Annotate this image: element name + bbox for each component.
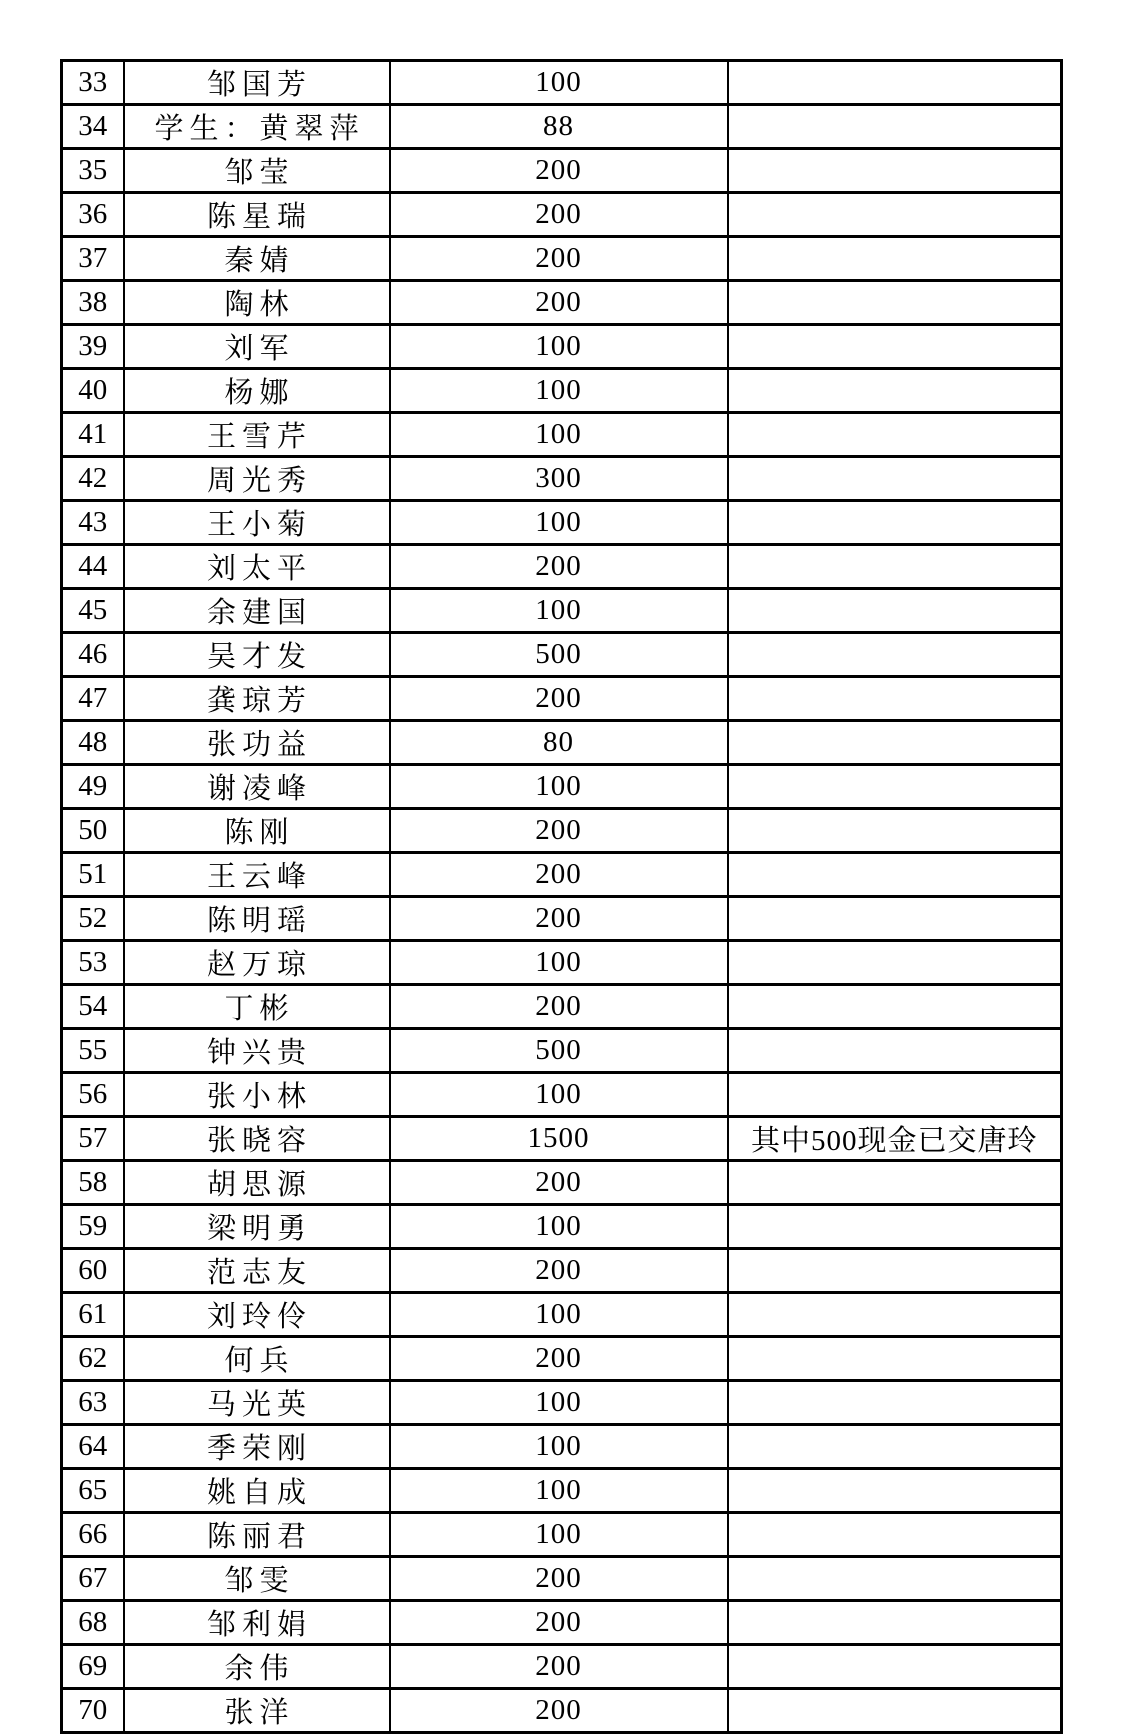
name-cell: 姚自成 — [124, 1469, 390, 1513]
amount-cell: 200 — [390, 193, 728, 237]
remark-cell — [728, 1161, 1062, 1205]
remark-cell — [728, 721, 1062, 765]
amount-cell: 200 — [390, 149, 728, 193]
row-number-cell: 44 — [62, 545, 124, 589]
table-row — [62, 1293, 1062, 1337]
amount-cell: 300 — [390, 457, 728, 501]
remark-cell — [728, 1469, 1062, 1513]
amount-cell: 200 — [390, 897, 728, 941]
name-cell: 龚琼芳 — [124, 677, 390, 721]
table-row — [62, 237, 1062, 281]
table-row — [62, 897, 1062, 941]
remark-cell — [728, 897, 1062, 941]
name-cell: 邹莹 — [124, 149, 390, 193]
remark-cell — [728, 1073, 1062, 1117]
name-cell: 张洋 — [124, 1689, 390, 1733]
remark-cell — [728, 1601, 1062, 1645]
amount-cell: 100 — [390, 61, 728, 105]
table-row — [62, 765, 1062, 809]
table-row — [62, 721, 1062, 765]
table-row — [62, 1117, 1062, 1161]
row-number-cell: 35 — [62, 149, 124, 193]
row-number-cell: 58 — [62, 1161, 124, 1205]
amount-cell: 200 — [390, 1249, 728, 1293]
table-row — [62, 1161, 1062, 1205]
amount-cell: 200 — [390, 809, 728, 853]
table-row — [62, 325, 1062, 369]
row-number-cell: 60 — [62, 1249, 124, 1293]
row-number-cell: 66 — [62, 1513, 124, 1557]
row-number-cell: 54 — [62, 985, 124, 1029]
remark-cell — [728, 1249, 1062, 1293]
row-number-cell: 56 — [62, 1073, 124, 1117]
row-number-cell: 42 — [62, 457, 124, 501]
name-cell: 何兵 — [124, 1337, 390, 1381]
amount-cell: 100 — [390, 589, 728, 633]
table-row — [62, 545, 1062, 589]
amount-cell: 200 — [390, 1601, 728, 1645]
row-number-cell: 48 — [62, 721, 124, 765]
amount-cell: 200 — [390, 281, 728, 325]
remark-cell — [728, 985, 1062, 1029]
remark-cell — [728, 633, 1062, 677]
table-row — [62, 1689, 1062, 1733]
remark-cell — [728, 281, 1062, 325]
row-number-cell: 43 — [62, 501, 124, 545]
row-number-cell: 61 — [62, 1293, 124, 1337]
name-cell: 邹国芳 — [124, 61, 390, 105]
remark-cell — [728, 193, 1062, 237]
row-number-cell: 59 — [62, 1205, 124, 1249]
row-number-cell: 65 — [62, 1469, 124, 1513]
name-cell: 邹利娟 — [124, 1601, 390, 1645]
table-row — [62, 457, 1062, 501]
name-cell: 周光秀 — [124, 457, 390, 501]
remark-cell — [728, 1425, 1062, 1469]
name-cell: 陈明瑶 — [124, 897, 390, 941]
table-row — [62, 1073, 1062, 1117]
row-number-cell: 39 — [62, 325, 124, 369]
remark-cell — [728, 765, 1062, 809]
amount-cell: 200 — [390, 985, 728, 1029]
name-cell: 张小林 — [124, 1073, 390, 1117]
remark-cell — [728, 1645, 1062, 1689]
row-number-cell: 68 — [62, 1601, 124, 1645]
remark-cell — [728, 941, 1062, 985]
table-row — [62, 809, 1062, 853]
row-number-cell: 53 — [62, 941, 124, 985]
amount-cell: 200 — [390, 1557, 728, 1601]
row-number-cell: 45 — [62, 589, 124, 633]
amount-cell: 100 — [390, 501, 728, 545]
amount-cell: 100 — [390, 413, 728, 457]
remark-cell — [728, 413, 1062, 457]
row-number-cell: 70 — [62, 1689, 124, 1733]
table-row — [62, 501, 1062, 545]
table-row — [62, 1645, 1062, 1689]
row-number-cell: 63 — [62, 1381, 124, 1425]
name-cell: 陶林 — [124, 281, 390, 325]
name-cell: 梁明勇 — [124, 1205, 390, 1249]
table-row — [62, 61, 1062, 105]
row-number-cell: 67 — [62, 1557, 124, 1601]
table-row — [62, 1469, 1062, 1513]
amount-cell: 100 — [390, 1205, 728, 1249]
remark-cell — [728, 545, 1062, 589]
remark-cell — [728, 501, 1062, 545]
row-number-cell: 62 — [62, 1337, 124, 1381]
amount-cell: 200 — [390, 853, 728, 897]
amount-cell: 200 — [390, 1689, 728, 1733]
amount-cell: 500 — [390, 633, 728, 677]
row-number-cell: 50 — [62, 809, 124, 853]
table-row — [62, 589, 1062, 633]
remark-cell — [728, 237, 1062, 281]
remark-cell — [728, 149, 1062, 193]
amount-cell: 100 — [390, 1513, 728, 1557]
row-number-cell: 64 — [62, 1425, 124, 1469]
amount-cell: 100 — [390, 325, 728, 369]
row-number-cell: 38 — [62, 281, 124, 325]
name-cell: 刘军 — [124, 325, 390, 369]
amount-cell: 100 — [390, 1073, 728, 1117]
name-cell: 学生：黄翠萍 — [124, 105, 390, 149]
table-row — [62, 369, 1062, 413]
row-number-cell: 57 — [62, 1117, 124, 1161]
row-number-cell: 36 — [62, 193, 124, 237]
table-row — [62, 105, 1062, 149]
name-cell: 钟兴贵 — [124, 1029, 390, 1073]
name-cell: 丁彬 — [124, 985, 390, 1029]
table-row — [62, 677, 1062, 721]
row-number-cell: 40 — [62, 369, 124, 413]
table-row — [62, 1029, 1062, 1073]
name-cell: 王小菊 — [124, 501, 390, 545]
row-number-cell: 34 — [62, 105, 124, 149]
name-cell: 范志友 — [124, 1249, 390, 1293]
name-cell: 刘玲伶 — [124, 1293, 390, 1337]
remark-cell — [728, 369, 1062, 413]
remark-cell — [728, 325, 1062, 369]
remark-cell — [728, 61, 1062, 105]
amount-cell: 200 — [390, 1337, 728, 1381]
amount-cell: 100 — [390, 1381, 728, 1425]
name-cell: 余建国 — [124, 589, 390, 633]
remark-cell — [728, 457, 1062, 501]
table-row — [62, 281, 1062, 325]
row-number-cell: 51 — [62, 853, 124, 897]
amount-cell: 200 — [390, 237, 728, 281]
table-row — [62, 1557, 1062, 1601]
amount-cell: 500 — [390, 1029, 728, 1073]
amount-cell: 200 — [390, 1161, 728, 1205]
amount-cell: 100 — [390, 369, 728, 413]
name-cell: 季荣刚 — [124, 1425, 390, 1469]
table-row — [62, 1425, 1062, 1469]
name-cell: 张晓容 — [124, 1117, 390, 1161]
name-cell: 秦婧 — [124, 237, 390, 281]
remark-cell — [728, 589, 1062, 633]
row-number-cell: 41 — [62, 413, 124, 457]
table-row — [62, 413, 1062, 457]
table-row — [62, 1601, 1062, 1645]
table-row — [62, 149, 1062, 193]
remark-cell — [728, 1205, 1062, 1249]
amount-cell: 1500 — [390, 1117, 728, 1161]
amount-cell: 100 — [390, 1425, 728, 1469]
remark-cell — [728, 677, 1062, 721]
name-cell: 张功益 — [124, 721, 390, 765]
name-cell: 谢凌峰 — [124, 765, 390, 809]
remark-cell — [728, 809, 1062, 853]
row-number-cell: 47 — [62, 677, 124, 721]
name-cell: 赵万琼 — [124, 941, 390, 985]
name-cell: 吴才发 — [124, 633, 390, 677]
table-row — [62, 1249, 1062, 1293]
name-cell: 邹雯 — [124, 1557, 390, 1601]
name-cell: 王雪芹 — [124, 413, 390, 457]
row-number-cell: 69 — [62, 1645, 124, 1689]
table-body — [62, 61, 1062, 1733]
remark-cell: 其中500现金已交唐玲 — [728, 1117, 1062, 1161]
amount-cell: 88 — [390, 105, 728, 149]
amount-cell: 100 — [390, 941, 728, 985]
table-row — [62, 985, 1062, 1029]
name-cell: 陈刚 — [124, 809, 390, 853]
remark-cell — [728, 1513, 1062, 1557]
name-cell: 杨娜 — [124, 369, 390, 413]
amount-cell: 200 — [390, 545, 728, 589]
remark-cell — [728, 105, 1062, 149]
table-row — [62, 1381, 1062, 1425]
name-cell: 陈丽君 — [124, 1513, 390, 1557]
row-number-cell: 49 — [62, 765, 124, 809]
name-cell: 王云峰 — [124, 853, 390, 897]
amount-cell: 200 — [390, 677, 728, 721]
table-row — [62, 1205, 1062, 1249]
remark-cell — [728, 1337, 1062, 1381]
amount-cell: 100 — [390, 765, 728, 809]
amount-cell: 80 — [390, 721, 728, 765]
table-row — [62, 853, 1062, 897]
remark-cell — [728, 853, 1062, 897]
row-number-cell: 55 — [62, 1029, 124, 1073]
row-number-cell: 52 — [62, 897, 124, 941]
payment-roster-table — [60, 59, 1063, 1734]
amount-cell: 100 — [390, 1469, 728, 1513]
name-cell: 余伟 — [124, 1645, 390, 1689]
remark-cell — [728, 1029, 1062, 1073]
remark-cell — [728, 1689, 1062, 1733]
name-cell: 陈星瑞 — [124, 193, 390, 237]
name-cell: 刘太平 — [124, 545, 390, 589]
name-cell: 马光英 — [124, 1381, 390, 1425]
row-number-cell: 33 — [62, 61, 124, 105]
name-cell: 胡思源 — [124, 1161, 390, 1205]
amount-cell: 100 — [390, 1293, 728, 1337]
table-row — [62, 941, 1062, 985]
table-row — [62, 193, 1062, 237]
row-number-cell: 37 — [62, 237, 124, 281]
row-number-cell: 46 — [62, 633, 124, 677]
table-row — [62, 1513, 1062, 1557]
remark-cell — [728, 1557, 1062, 1601]
table-row — [62, 633, 1062, 677]
table-row — [62, 1337, 1062, 1381]
amount-cell: 200 — [390, 1645, 728, 1689]
remark-cell — [728, 1381, 1062, 1425]
remark-cell — [728, 1293, 1062, 1337]
